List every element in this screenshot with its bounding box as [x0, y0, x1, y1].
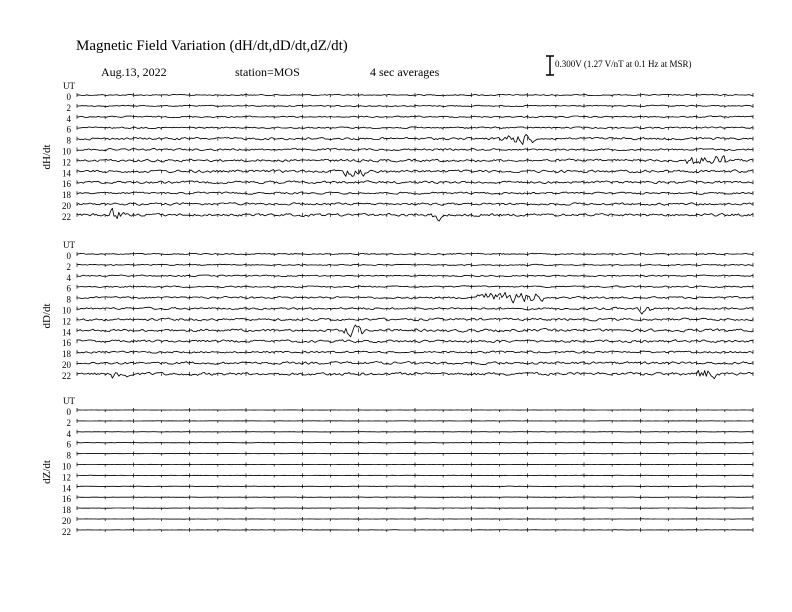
trace-line [77, 208, 753, 221]
row-label: 0 [66, 407, 71, 417]
row-label: 10 [62, 146, 71, 157]
row-label: 22 [62, 526, 71, 537]
time-axis-label: UT [63, 396, 75, 406]
time-axis-label: UT [63, 81, 75, 91]
row-label: 22 [62, 211, 71, 222]
row-label: 8 [66, 294, 71, 305]
trace-line [77, 307, 753, 314]
panel-dddt [41, 240, 753, 381]
panel-dhdt [41, 81, 753, 222]
y-axis-label: dD/dt [41, 303, 53, 329]
row-label: 4 [66, 113, 71, 124]
row-label: 4 [66, 428, 71, 439]
row-label: 10 [62, 461, 71, 472]
row-label: 20 [62, 516, 71, 526]
time-axis-label: UT [63, 240, 75, 250]
trace-line [77, 292, 753, 303]
row-label: 0 [66, 92, 71, 102]
row-label: 4 [66, 272, 71, 283]
row-label: 14 [62, 168, 71, 179]
scale-label: 0.300V (1.27 V/nT at 0.1 Hz at MSR) [555, 59, 692, 69]
date-label: Aug.13, 2022 [101, 65, 167, 79]
row-label: 20 [62, 360, 71, 370]
scale-bar [546, 56, 554, 75]
row-label: 6 [66, 283, 71, 294]
row-label: 18 [62, 190, 71, 201]
row-label: 8 [66, 450, 71, 461]
row-label: 0 [66, 251, 71, 261]
row-label: 12 [62, 157, 71, 168]
row-label: 14 [62, 327, 71, 338]
row-label: 16 [62, 338, 71, 349]
row-label: 2 [66, 102, 71, 113]
row-label: 6 [66, 124, 71, 135]
row-label: 8 [66, 135, 71, 146]
row-label: 10 [62, 305, 71, 316]
row-label: 18 [62, 349, 71, 360]
trace-line [77, 156, 753, 164]
row-label: 20 [62, 201, 71, 211]
row-label: 12 [62, 316, 71, 327]
panel-dzdt [41, 396, 753, 537]
row-label: 14 [62, 483, 71, 494]
y-axis-label: dH/dt [41, 144, 53, 170]
averages-label: 4 sec averages [370, 65, 440, 79]
panels [41, 81, 753, 537]
row-label: 2 [66, 261, 71, 272]
row-label: 16 [62, 179, 71, 190]
chart-title: Magnetic Field Variation (dH/dt,dD/dt,dZ/dt) [76, 38, 348, 54]
row-label: 12 [62, 472, 71, 483]
row-label: 16 [62, 494, 71, 505]
row-label: 18 [62, 505, 71, 516]
row-label: 22 [62, 370, 71, 381]
station-label: station=MOS [235, 65, 300, 79]
row-label: 6 [66, 439, 71, 450]
row-label: 2 [66, 417, 71, 428]
y-axis-label: dZ/dt [41, 460, 53, 484]
